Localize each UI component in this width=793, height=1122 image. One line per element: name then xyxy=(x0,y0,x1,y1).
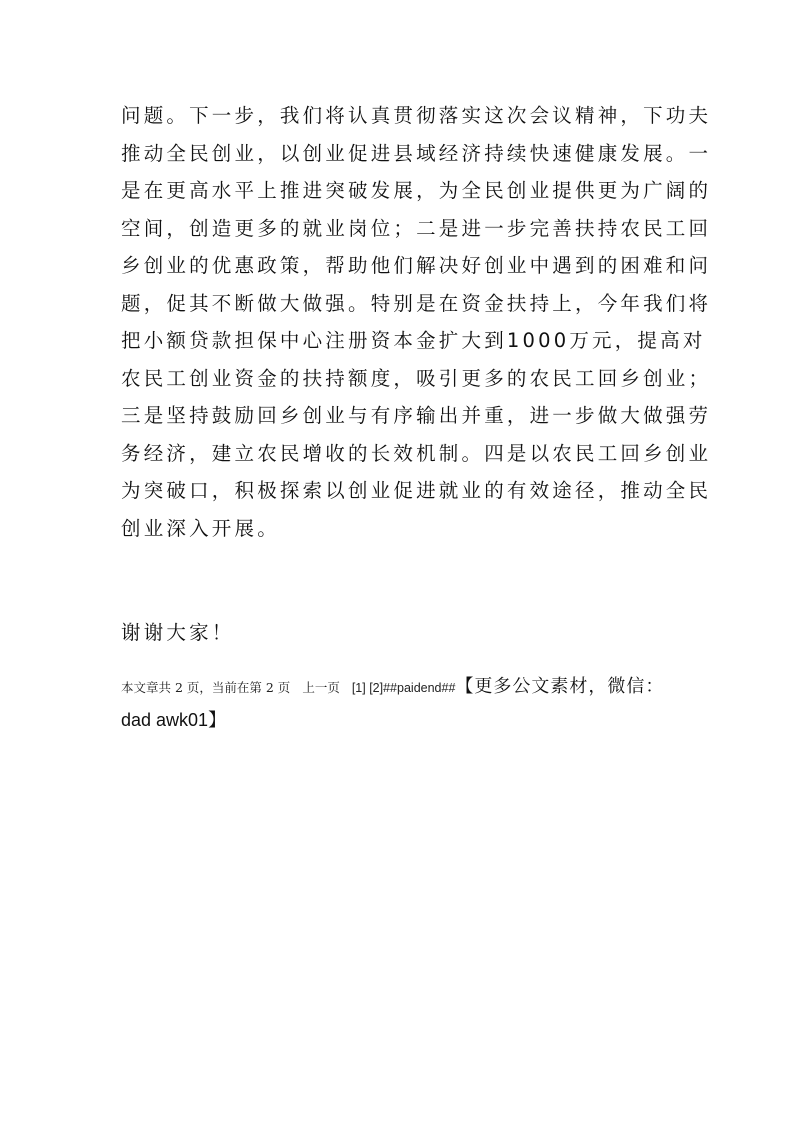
promo-text-part1: 【更多公文素材，微信： xyxy=(455,676,665,697)
body-line-7: 把小额贷款担保中心注册资本金扩大到1000万元，提高对 xyxy=(121,329,706,352)
body-line-9: 三是坚持鼓励回乡创业与有序输出并重，进一步做大做强劳 xyxy=(121,404,712,427)
body-line-8: 农民工创业资金的扶持额度，吸引更多的农民工回乡创业； xyxy=(121,366,712,390)
paid-end-marker: ##paidend## xyxy=(383,681,456,695)
body-line-2: 推动全民创业，以创业促进县域经济持续快速健康发展。一 xyxy=(121,141,712,165)
body-line-11: 为突破口，积极探索以创业促进就业的有效途径，推动全民 xyxy=(121,479,712,502)
footer-nav-line xyxy=(121,671,681,703)
closing-text: 谢谢大家！ xyxy=(121,621,235,644)
prev-page-link[interactable]: 上一页 xyxy=(302,680,340,695)
body-line-12: 创业深入开展。 xyxy=(121,516,280,540)
body-line-6: 题，促其不断做大做强。特别是在资金扶持上，今年我们将 xyxy=(121,291,712,315)
promo-text-part2: dad awk01】 xyxy=(121,710,227,730)
body-line-5: 乡创业的优惠政策，帮助他们解决好创业中遇到的困难和问 xyxy=(121,254,712,277)
page-info-text: 本文章共 2 页，当前在第 2 页 xyxy=(121,680,291,695)
body-line-1: 问题。下一步，我们将认真贯彻落实这次会议精神，下功夫 xyxy=(121,104,712,127)
body-line-4: 空间，创造更多的就业岗位；二是进一步完善扶持农民工回 xyxy=(121,216,712,240)
body-paragraph xyxy=(121,97,712,547)
page-number-links[interactable]: [1] [2] xyxy=(351,681,384,695)
body-line-10: 务经济，建立农民增收的长效机制。四是以农民工回乡创业 xyxy=(121,441,712,465)
body-line-3: 是在更高水平上推进突破发展，为全民创业提供更为广阔的 xyxy=(121,179,712,202)
page-footer xyxy=(121,671,681,737)
